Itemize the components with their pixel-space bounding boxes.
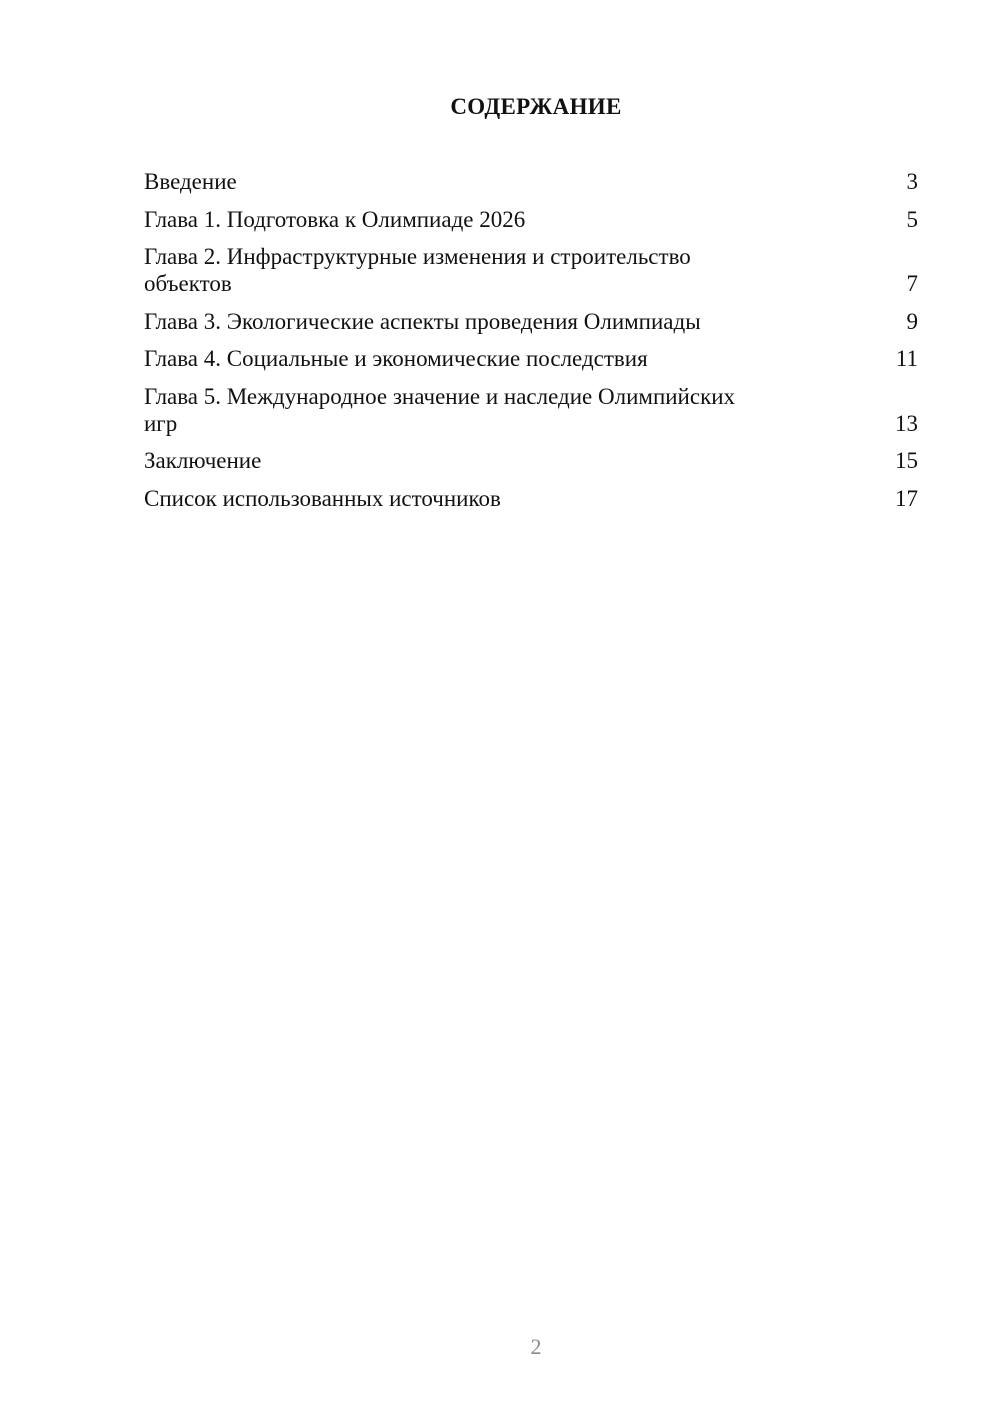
page-number: 2 (530, 1334, 542, 1359)
toc-entry-label: Глава 5. Международное значение и наследие Олимпийских игр (144, 383, 736, 436)
toc-entry-page: 9 (906, 308, 918, 334)
toc-entry-page: 5 (906, 206, 918, 232)
toc-entry-label: Список использованных источников (144, 485, 501, 511)
toc-entry-conclusion (144, 447, 918, 474)
page-title: СОДЕРЖАНИЕ (450, 94, 622, 119)
toc-entry-page: 7 (906, 271, 918, 296)
toc-entry-label: Заключение (144, 448, 262, 473)
toc-entry-label: Глава 3. Экологические аспекты проведения Олимпиады (144, 308, 701, 334)
toc-entry-label: Введение (144, 169, 237, 194)
toc-entry-label: Глава 1. Подготовка к Олимпиаде 2026 (144, 206, 526, 232)
toc-entry-chapter-3 (144, 308, 918, 335)
toc-entry-chapter-2 (144, 243, 918, 297)
toc-entry-chapter-5 (144, 383, 918, 437)
toc-entry-page: 3 (906, 169, 918, 194)
toc-entry-label: Глава 2. Инфраструктурные изменения и строительство объектов (144, 244, 691, 296)
toc-entry-page: 11 (895, 346, 918, 371)
toc-entry-introduction (144, 168, 918, 195)
toc-entry-page: 15 (895, 448, 918, 473)
toc-entry-chapter-1 (144, 206, 918, 233)
toc-entry-label: Глава 4. Социальные и экономические последствия (144, 346, 648, 371)
toc-entry-chapter-4 (144, 345, 918, 372)
toc-entry-page: 17 (895, 485, 918, 511)
toc-entry-page: 13 (895, 410, 918, 436)
table-of-contents (144, 168, 918, 522)
toc-entry-references (144, 485, 918, 512)
